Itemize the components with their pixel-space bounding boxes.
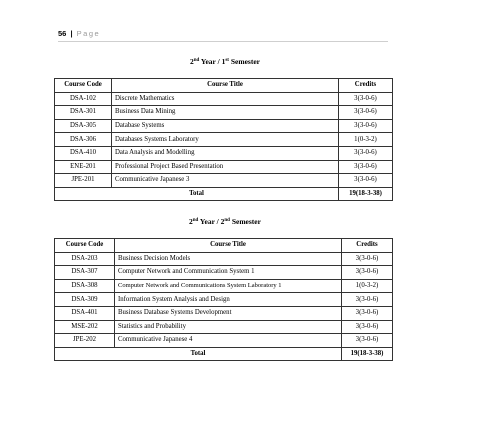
course-code: DSA-102 bbox=[55, 92, 112, 106]
course-credits: 3(3-0-6) bbox=[339, 92, 393, 106]
course-credits: 3(3-0-6) bbox=[342, 320, 393, 334]
course-credits: 3(3-0-6) bbox=[342, 306, 393, 320]
course-title: Business Database Systems Development bbox=[115, 306, 342, 320]
course-credits: 3(3-0-6) bbox=[339, 119, 393, 133]
course-title: Communicative Japanese 3 bbox=[112, 174, 339, 188]
course-credits: 3(3-0-6) bbox=[339, 146, 393, 160]
table-row bbox=[55, 174, 393, 188]
column-header-course-code: Course Code bbox=[55, 239, 115, 253]
course-code: DSA-308 bbox=[55, 279, 115, 293]
header-rule bbox=[58, 41, 388, 42]
course-title: Information System Analysis and Design bbox=[115, 293, 342, 307]
course-title: Database Systems bbox=[112, 119, 339, 133]
course-code: DSA-306 bbox=[55, 133, 112, 147]
table-row bbox=[55, 306, 393, 320]
total-label: Total bbox=[55, 187, 339, 201]
course-code: MSE-202 bbox=[55, 320, 115, 334]
table-row bbox=[55, 133, 393, 147]
table-header-row bbox=[55, 79, 393, 93]
table-row bbox=[55, 106, 393, 120]
column-header-course-title: Course Title bbox=[112, 79, 339, 93]
table-row bbox=[55, 252, 393, 266]
page-number: 56 bbox=[58, 29, 67, 38]
course-code: ENE-201 bbox=[55, 160, 112, 174]
column-header-course-code: Course Code bbox=[55, 79, 112, 93]
course-title: Data Analysis and Modelling bbox=[112, 146, 339, 160]
course-title: Business Decision Models bbox=[115, 252, 342, 266]
course-code: DSA-410 bbox=[55, 146, 112, 160]
table-row bbox=[55, 266, 393, 280]
table-row bbox=[55, 146, 393, 160]
column-header-credits: Credits bbox=[342, 239, 393, 253]
table-row bbox=[55, 293, 393, 307]
course-credits: 1(0-3-2) bbox=[342, 279, 393, 293]
course-title: Discrete Mathematics bbox=[112, 92, 339, 106]
table-row bbox=[55, 119, 393, 133]
table-row bbox=[55, 279, 393, 293]
course-title: Statistics and Probability bbox=[115, 320, 342, 334]
course-code: DSA-307 bbox=[55, 266, 115, 280]
semester-1-course-table bbox=[54, 78, 393, 201]
course-code: DSA-309 bbox=[55, 293, 115, 307]
course-credits: 1(0-3-2) bbox=[339, 133, 393, 147]
table-row bbox=[55, 160, 393, 174]
course-title: Communicative Japanese 4 bbox=[115, 334, 342, 348]
course-credits: 3(3-0-6) bbox=[342, 293, 393, 307]
course-code: JPE-201 bbox=[55, 174, 112, 188]
table-row bbox=[55, 334, 393, 348]
table-row bbox=[55, 320, 393, 334]
total-credits: 19(18-3-38) bbox=[342, 347, 393, 361]
semester-2-title: 2nd Year / 2nd Semester bbox=[189, 217, 261, 226]
course-code: DSA-305 bbox=[55, 119, 112, 133]
total-label: Total bbox=[55, 347, 342, 361]
course-code: JPE-202 bbox=[55, 334, 115, 348]
column-header-credits: Credits bbox=[339, 79, 393, 93]
course-credits: 3(3-0-6) bbox=[342, 252, 393, 266]
semester-2-course-table bbox=[54, 238, 393, 361]
page-separator: | bbox=[70, 29, 73, 38]
course-title: Professional Project Based Presentation bbox=[112, 160, 339, 174]
course-credits: 3(3-0-6) bbox=[339, 174, 393, 188]
table-row bbox=[55, 92, 393, 106]
course-title: Computer Network and Communications System Laboratory 1 bbox=[115, 279, 342, 293]
course-code: DSA-301 bbox=[55, 106, 112, 120]
course-title: Business Data Mining bbox=[112, 106, 339, 120]
total-row bbox=[55, 187, 393, 201]
course-code: DSA-401 bbox=[55, 306, 115, 320]
course-credits: 3(3-0-6) bbox=[342, 334, 393, 348]
course-credits: 3(3-0-6) bbox=[339, 160, 393, 174]
column-header-course-title: Course Title bbox=[115, 239, 342, 253]
course-code: DSA-203 bbox=[55, 252, 115, 266]
course-credits: 3(3-0-6) bbox=[339, 106, 393, 120]
course-title: Databases Systems Laboratory bbox=[112, 133, 339, 147]
course-credits: 3(3-0-6) bbox=[342, 266, 393, 280]
table-header-row bbox=[55, 239, 393, 253]
total-credits: 19(18-3-38) bbox=[339, 187, 393, 201]
total-row bbox=[55, 347, 393, 361]
semester-1-title: 2nd Year / 1st Semester bbox=[189, 57, 260, 66]
page-header bbox=[58, 29, 100, 38]
course-title: Computer Network and Communication System 1 bbox=[115, 266, 342, 280]
page-word: Page bbox=[76, 29, 101, 38]
